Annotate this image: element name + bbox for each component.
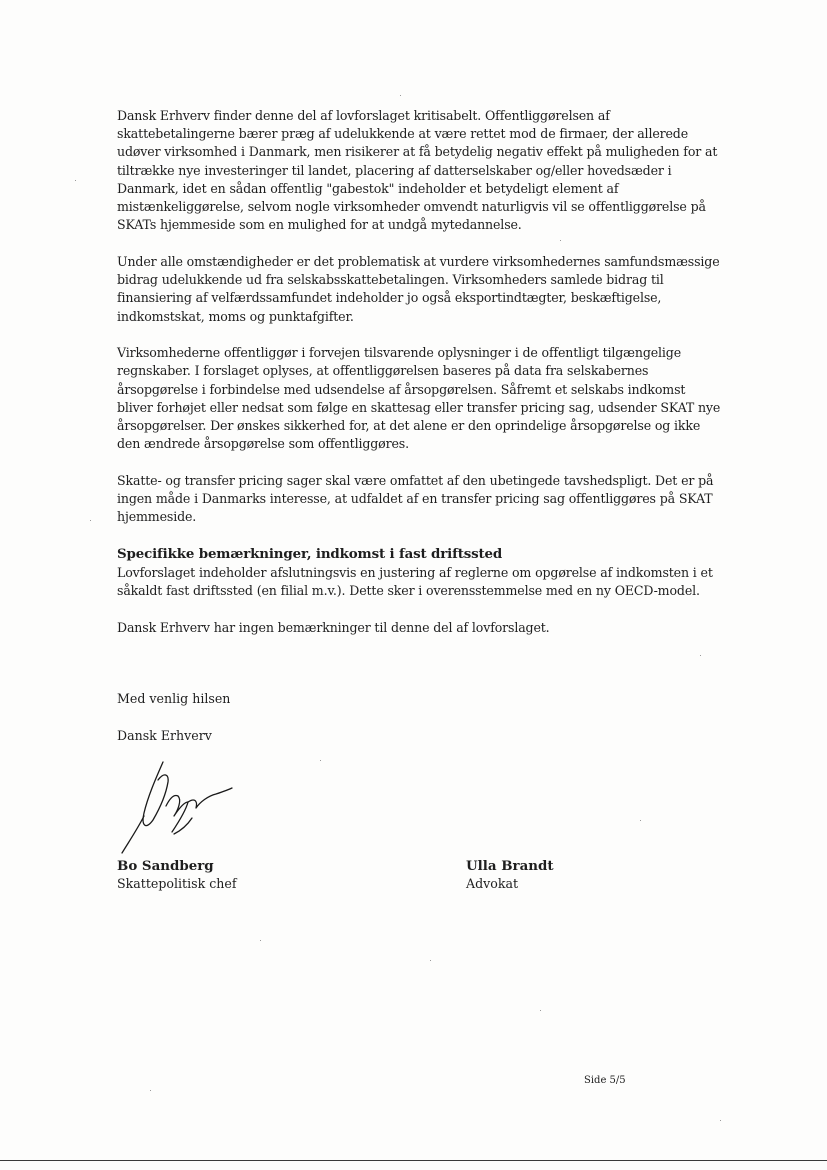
signer-name: Ulla Brandt (466, 858, 554, 874)
paragraph-permanent-establishment: Lovforslaget indeholder afslutningsvis en justering af reglerne om opgørelse af indkomsten i et såkaldt fast driftssted (en filial m.v.). Dette sker i overensstemmelse med en ny OECD-model. (117, 565, 713, 599)
scan-speck (720, 1120, 721, 1121)
scan-speck (75, 180, 76, 181)
letter-body (117, 107, 723, 637)
signer-ulla-brandt (466, 857, 554, 893)
signer-bo-sandberg (117, 857, 237, 893)
paragraph-confidentiality: Skatte- og transfer pricing sager skal være omfattet af den ubetingede tavshedspligt. Det er på ingen måde i Danmarks interesse, at udfaldet af en transfer pricing sag offentliggøres på SKAT hjemmeside. (117, 472, 714, 525)
scan-speck (700, 655, 701, 656)
scan-speck (150, 1090, 151, 1091)
closing-greeting: Med venlig hilsen (117, 691, 231, 706)
scan-speck (260, 940, 261, 941)
paragraph-criticism: Dansk Erhverv finder denne del af lovforslaget kritisabelt. Offentliggørelsen af skattebetalingerne bærer præg af udelukkende at være rettet mod de firmaer, der allerede udøver virksomhed i Danmark, men risikerer at få betydelig negativ effekt på muligheden for at tiltrække nye investeringer til landet, placering af datterselskaber og/eller hovedsæder i Danmark, idet en sådan offentlig "gabestok" indeholder et betydeligt element af mistænkeliggørelse, selvom nogle virksomheder omvendt naturligvis vil se offentliggørelse på SKATs hjemmeside som en mulighed for at undgå mytedannelse. (117, 108, 718, 233)
paragraph-annual-statements: Virksomhederne offentliggør i forvejen tilsvarende oplysninger i de offentligt tilgængelige regnskaber. I forslaget oplyses, at offentliggørelsen baseres på data fra selskabernes årsopgørelse i forbindelse med udsendelse af årsopgørelsen. Såfremt et selskabs indkomst bliver forhøjet eller nedsat som følge en skattesag eller transfer pricing sag, udsender SKAT nye årsopgørelser. Der ønskes sikkerhed for, at det alene er den oprindelige årsopgørelse og ikke den ændrede årsopgørelse som offentliggøres. (117, 345, 721, 452)
scan-speck (400, 95, 401, 96)
scan-speck (430, 960, 431, 961)
closing-organization: Dansk Erhverv (117, 728, 212, 743)
scan-edge-line (0, 1160, 827, 1161)
section-title-permanent-establishment: Specifikke bemærkninger, indkomst i fast driftssted (117, 546, 503, 563)
signer-title: Skattepolitisk chef (117, 876, 237, 891)
signer-name: Bo Sandberg (117, 858, 214, 874)
scan-speck (540, 1010, 541, 1011)
paragraph-contribution: Under alle omstændigheder er det problematisk at vurdere virksomhedernes samfundsmæssige bidrag udelukkende ud fra selskabsskattebetalingen. Virksomheders samlede bidrag til finansiering af velfærdssamfundet indeholder jo også eksportindtægter, beskæftigelse, indkomstskat, moms og punktafgifter. (117, 253, 720, 324)
signer-title: Advokat (466, 876, 519, 891)
scan-speck (560, 240, 561, 241)
scan-speck (640, 820, 641, 821)
page-number: Side 5/5 (584, 1075, 626, 1086)
scan-speck (320, 760, 321, 761)
handwritten-signature (108, 758, 238, 858)
scan-speck (90, 520, 91, 521)
paragraph-no-remarks: Dansk Erhverv har ingen bemærkninger til denne del af lovforslaget. (117, 619, 550, 635)
